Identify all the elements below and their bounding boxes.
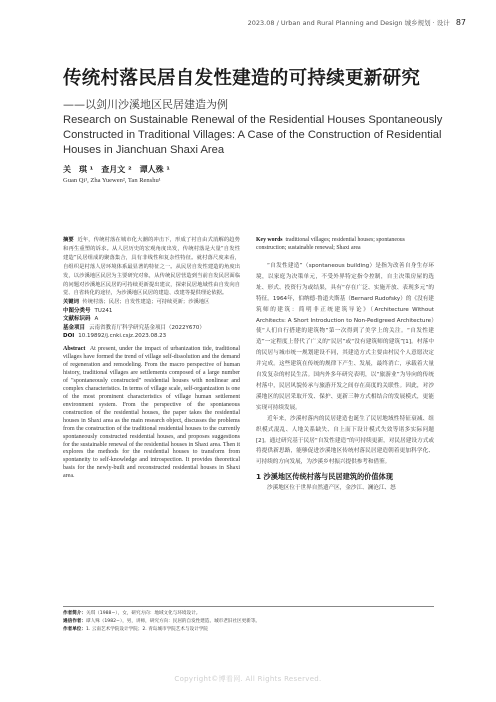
left-column — [63, 236, 240, 481]
meta-fund — [63, 324, 240, 332]
keywords-en — [256, 236, 434, 252]
footnote-text: 谭人殊（1982−），男，讲师，研究方向：民居的自发性建造、城市老旧社区更新等。 — [85, 619, 261, 625]
meta-doc — [63, 315, 240, 323]
section-heading-1: 1 沙溪地区传统村落与民居建筑的价值体现 — [256, 472, 393, 482]
running-header — [248, 18, 466, 27]
meta-doi-label: DOI — [63, 332, 75, 339]
keywords-zh-text: 传统村落；民居；自发性建造；可持续更新；沙溪地区 — [82, 299, 210, 306]
meta-doc-label: 文献标识码 — [63, 316, 91, 323]
abstract-zh — [63, 236, 240, 298]
keywords-en-text: traditional villages; residential houses; spontaneous construction; sustainable renewal; Shaxi area — [256, 237, 405, 251]
abstract-zh-text: 近年，传统村落在城市化大潮的冲击下，形成了衬自由式消解的趋势和再生重塑的诉求。从人居历史的宏观角度出发，传统村落是大量“自发性建造”民居组成的聚落集合，具有非线性和复杂性特征。就村落尺度来看，自组织是村落人居环境体系最显著的特征之一。从民居自发性建造的角度出发，以沙溪地区民居为主要研究对象，从传统民居营造到当前自发民居面临的问题对沙溪地区民居的可持续更新提出建议，探索民居地域性由自发向自觉、自省转化的途径，为沙溪地区民居的建造、改建等提供理论依据。 — [63, 237, 240, 297]
footnote-divider — [63, 606, 434, 607]
body-paragraph-2: 近年来，沙溪村落内的民居建造也诞生了民居地域性特征衰减、组织模式混乱、人地关系缺失、自上而下设计模式失效等诸多实际问题[2]。通过研究基于民居“自发性建造”的可持续更新，对民居建设方式或将提供新思路，能够促进沙溪地区传统村落民居建造朝着更加科学化、可持续的方向发展，为沙溪乡村振兴提供参考和借鉴。 — [256, 415, 434, 466]
article-subtitle: ——以剑川沙溪地区民居建造为例 — [63, 98, 228, 111]
body-paragraph-1: “自发性建造”（spontaneous building）是指为改善自身生存环境，以家庭为决策单元，不受外界特定指令控制，自主决策房屋的选址、形式、投资行为或结果，具有“存在广泛、实施开放、表现多元”的特征。1964年，伯纳德·鲁道夫斯基（Bernard Rudofsky）的《没有建筑师的建筑：简明非正统建筑导论》（Architecture Without Architects: A Short Introduction to Non-Pedigreed Architecture）使“人们自行搭建的建筑物”第一次得到了美学上的关注。“自发性建造”一定程度上替代了广义的“民居”或“没有建筑师的建筑”[1]。村落中的民居与城市统一规划建设不同，其建造方式主要由村民个人意愿决定并完成。这些建筑在传统的规律下产生、发展，最终消亡，承载着大量自发复杂的村民生活。国内外多年研究表明，以“旅游业”为导向的传统村落中，民居风貌传承与旅游开发之间存在高度的关联性。因此，对沙溪地区的民居采取开发、保护、更新三种方式相结合的发展模式，更能实现可持续发展。 — [256, 263, 434, 411]
english-title: Research on Sustainable Renewal of the Residential Houses Spontaneously Constructed in Traditional Villages: A Case of the Construction of Residential Houses in Jianchuan Shaxi Area — [63, 114, 443, 156]
meta-clc-value: TU241 — [94, 308, 113, 315]
keywords-en-label: Key words — [256, 237, 283, 243]
abstract-zh-label: 摘要 — [63, 237, 74, 243]
meta-clc-label: 中图分类号 — [63, 308, 91, 315]
abstract-en-text: At present, under the impact of urbanization tide, traditional villages have formed the trend of village self-dissolution and the demand of regeneration and remodeling. From the macro perspective of human history, traditional villages are settlements composed of a large number of "spontaneously constructed" residential houses with nonlinear and complex characteristics. In terms of village scale, self-organization is one of the most prominent characteristics of village human settlement environment system. From the perspective of the spontaneous construction of the residential houses, the paper takes the residential houses in Shaxi area as the main research object, discusses the problems from the construction of the traditional residential houses to the currently spontaneously constructed residential houses, and proposes suggestions for the sustainable renewal of the residential houses in Shaxi area. Then it explores the methods for the residential houses to transform from spontaneity to self-knowledge and introspection. It provides theoretical basis for the newly-built and reconstructed residential houses in Shaxi area. — [63, 346, 240, 480]
article-title: 传统村落民居自发性建造的可持续更新研究 — [63, 68, 421, 89]
authors-english: Guan Qi¹, Zha Yuewen², Tan Renshu¹ — [63, 177, 161, 184]
abstract-en-label: Abstract — [63, 346, 86, 353]
body-paragraph-3: 沙溪地区位于世界自然遗产区，金沙江、澜沧江、怒 — [267, 485, 396, 492]
footnotes — [63, 610, 434, 635]
footnote-author-bio — [63, 610, 434, 618]
keywords-zh — [63, 298, 240, 307]
copyright-watermark: Copyright©博看网. All Rights Reserved. — [174, 675, 322, 683]
keywords-zh-label: 关键词 — [63, 299, 79, 306]
meta-fund-value: 云南省教育厅科学研究基金项目（2022Y670） — [89, 324, 205, 331]
authors: 关 琪 ¹ 查月文 ² 谭人殊 ¹ — [63, 165, 170, 174]
meta-doc-value: A — [94, 316, 99, 323]
footnote-label: 通信作者： — [63, 619, 86, 625]
abstract-en — [63, 346, 240, 481]
footnote-label: 作者单位： — [63, 627, 86, 633]
footnote-label: 作者简介： — [63, 611, 86, 616]
running-header-text: 2023.08 / Urban and Rural Planning and Design 城乡规划 · 设计 — [247, 19, 450, 27]
right-column — [256, 236, 434, 494]
page-number: 87 — [455, 18, 466, 27]
footnote-corresponding — [63, 618, 434, 626]
footnote-affiliation — [63, 626, 434, 634]
meta-doi-value: 10.19892/j.cnki.csjz.2023.08.23 — [78, 332, 167, 339]
meta-clc — [63, 307, 240, 315]
meta-fund-label: 基金项目 — [63, 324, 86, 331]
meta-doi — [63, 332, 240, 340]
footnote-text: 关琪（1988−），女，研究方向：地域文化与环境设计。 — [85, 611, 201, 616]
footnote-text: 1. 云南艺术学院设计学院；2. 青岛城市学院艺术与设计学院 — [85, 627, 208, 633]
